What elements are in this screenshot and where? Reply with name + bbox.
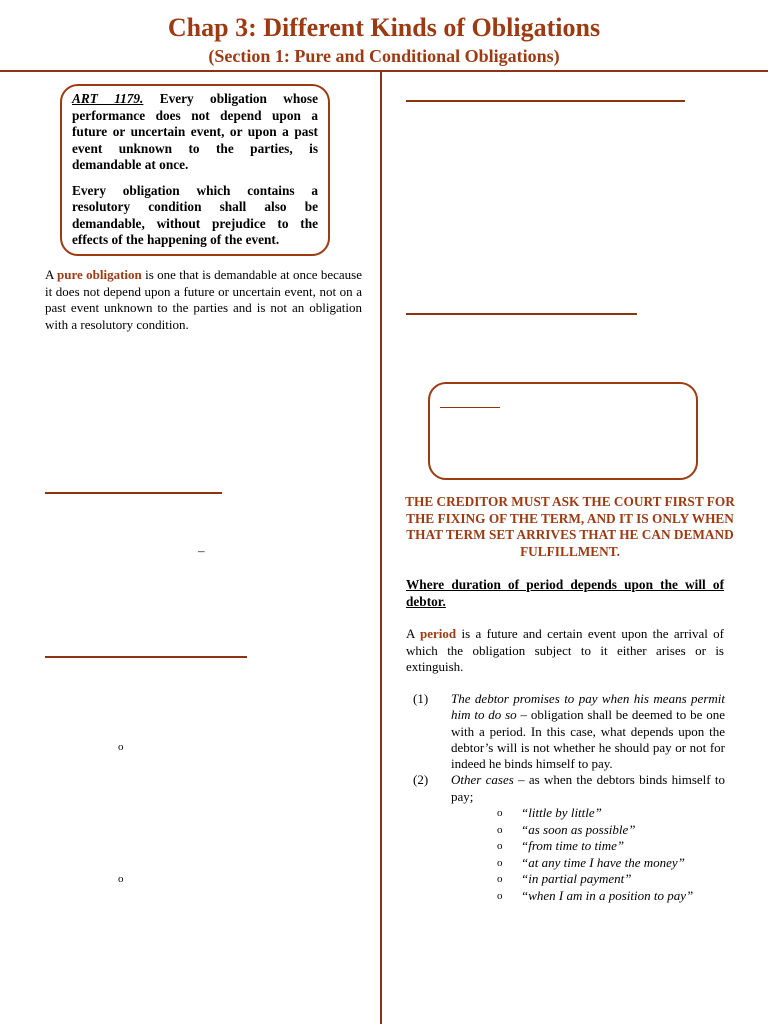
case-italic-text: The debtor promises to pay when his means permit him to do so: [451, 691, 725, 723]
list-number: (2): [413, 772, 429, 788]
article-text-1: Every obligation whose performance does not depend upon a future or uncertain event, or upon a past event unknown to the parties, is demandable at once.: [72, 91, 318, 172]
pure-obligation-definition: [45, 267, 362, 333]
column-divider: [380, 72, 382, 1024]
list-item: [497, 855, 737, 872]
case-text: – obligation shall be deemed to be one with a period. In this case, what depends upon the debtor’s will is not whether he should pay or not for indeed he binds himself to pay.: [451, 707, 725, 772]
pure-obligation-term: pure obligation: [57, 267, 142, 282]
phrase-list: [497, 805, 737, 904]
bullet-mark: o: [497, 856, 503, 869]
article-paragraph-2: Every obligation which contains a resolutory condition shall also be demandable, without prejudice to the effects of the happening of the event.: [72, 182, 318, 247]
page-subtitle: (Section 1: Pure and Conditional Obligations): [208, 46, 560, 66]
list-item: [497, 871, 737, 888]
list-item: [497, 822, 737, 839]
period-definition: [406, 626, 724, 676]
blank-note-box: [428, 382, 698, 480]
definition-prefix: A: [406, 626, 421, 641]
article-paragraph-1: [72, 91, 318, 174]
definition-body: is one that is demandable at once because it does not depend upon a future or uncertain event, not on a past event unknown to the parties and is not an obligation with a resolutory condition.: [45, 267, 363, 332]
period-cases-list: [413, 691, 725, 805]
article-box: [60, 84, 330, 256]
dash-mark: –: [198, 543, 205, 558]
page-title: Chap 3: Different Kinds of Obligations: [167, 13, 601, 42]
case-text: – as when the debtors binds himself to pay;: [451, 772, 725, 804]
bullet-mark: o: [497, 807, 503, 819]
blank-note-rule: [440, 407, 500, 408]
phrase-text: “in partial payment”: [521, 871, 632, 886]
bullet-mark: o: [118, 873, 124, 885]
list-item: [497, 888, 737, 905]
definition-prefix: A: [45, 267, 58, 282]
case-italic-text: Other cases: [451, 772, 514, 788]
period-heading: Where duration of period depends upon the will of debtor.: [406, 577, 724, 609]
blank-heading-rule: [406, 100, 685, 102]
list-item: [413, 691, 725, 772]
list-item: [413, 772, 725, 805]
article-reference: ART 1179.: [72, 91, 144, 106]
definition-body: is a future and certain event upon the arrival of which the obligation subject to it either arises or is extinguish.: [406, 626, 725, 674]
phrase-text: “as soon as possible”: [521, 821, 636, 837]
bullet-mark: o: [497, 823, 503, 836]
period-term: period: [420, 626, 457, 641]
blank-heading-rule: [45, 492, 222, 494]
list-item: [497, 838, 737, 855]
court-notice: THE CREDITOR MUST ASK THE COURT FIRST FOR THE FIXING OF THE TERM, AND IT IS ONLY WHEN THAT TERM SET ARRIVES THAT HE CAN DEMAND FULFILLMENT.: [405, 494, 735, 559]
bullet-mark: o: [497, 889, 503, 902]
phrase-text: “at any time I have the money”: [521, 854, 685, 870]
phrase-text: “from time to time”: [521, 838, 625, 853]
bullet-mark: o: [497, 873, 503, 885]
phrase-text: “little by little”: [521, 805, 602, 820]
blank-heading-rule: [45, 656, 247, 658]
list-item: [497, 805, 737, 822]
bullet-mark: o: [497, 840, 503, 852]
header-divider: [0, 70, 768, 72]
bullet-mark: o: [118, 741, 124, 753]
list-number: (1): [413, 691, 429, 706]
phrase-text: “when I am in a position to pay”: [521, 887, 694, 903]
blank-heading-rule: [406, 313, 637, 315]
